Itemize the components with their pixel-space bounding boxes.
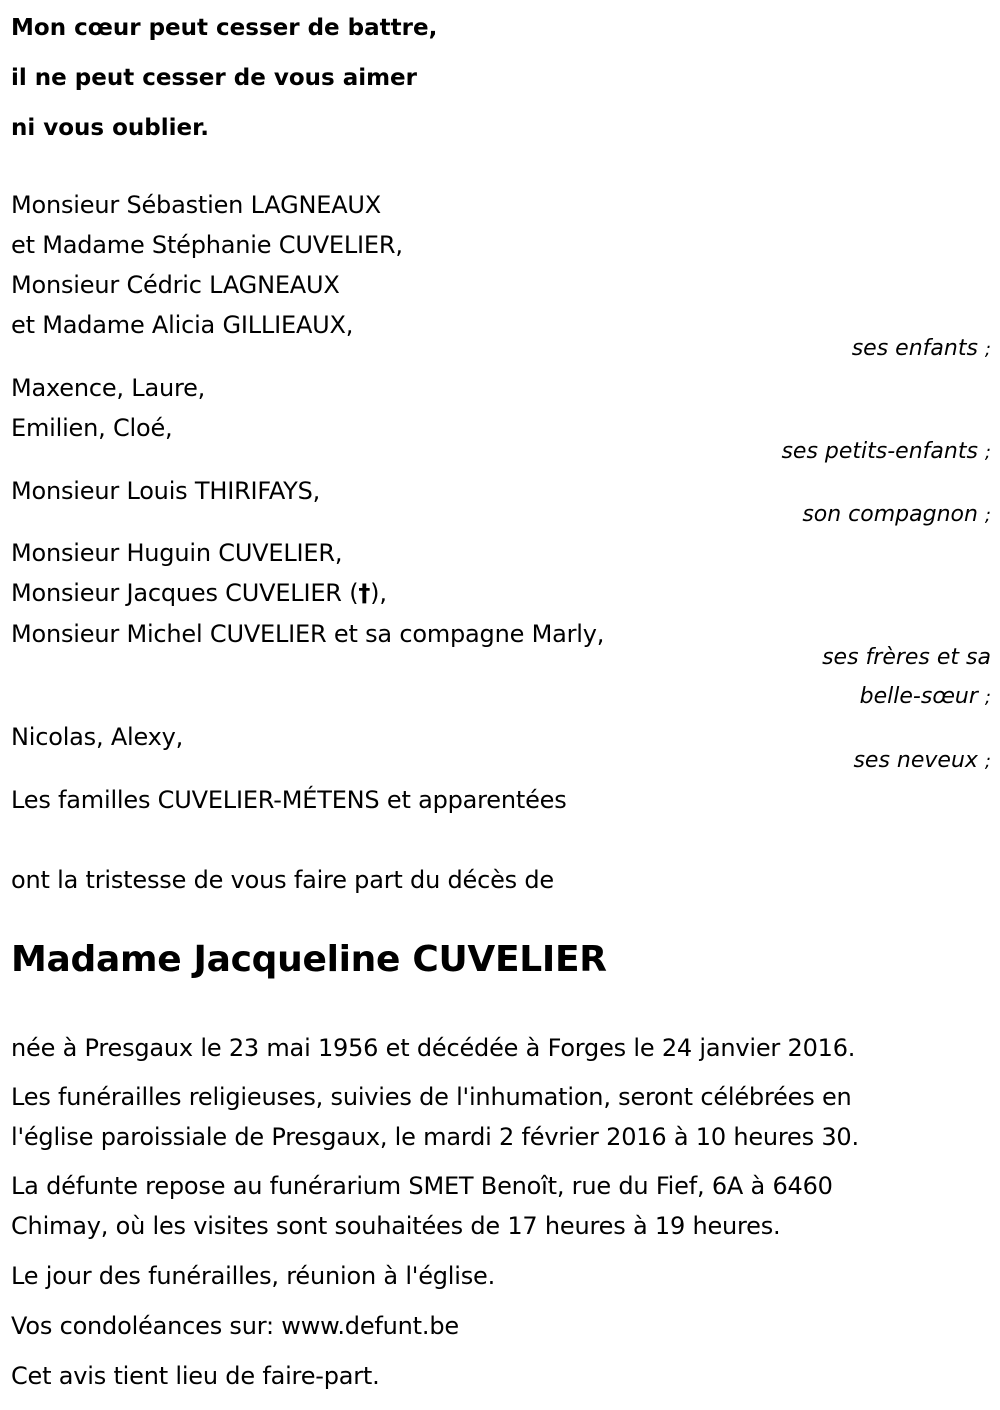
children-role-label: ses enfants <box>851 336 978 361</box>
siblings-line-2-text: Monsieur Jacques CUVELIER ( <box>11 579 359 607</box>
deceased-name: Madame Jacqueline CUVELIER <box>11 939 607 980</box>
siblings-line-1: Monsieur Huguin CUVELIER, <box>11 539 343 567</box>
nephews-line-1: Nicolas, Alexy, <box>11 723 184 751</box>
siblings-role-line-2 <box>860 683 991 712</box>
cross-icon: † <box>358 579 371 607</box>
nephews-role-label: ses neveux <box>853 748 978 773</box>
poem-line-3: ni vous oublier. <box>11 115 209 141</box>
siblings-line-2-suffix: ), <box>370 579 387 607</box>
meeting-line: Le jour des funérailles, réunion à l'église. <box>11 1262 496 1290</box>
grandchildren-line-2: Emilien, Cloé, <box>11 414 173 442</box>
birth-death-line: née à Presgaux le 23 mai 1956 et décédée à Forges le 24 janvier 2016. <box>11 1034 856 1062</box>
funeral-line-1: Les funérailles religieuses, suivies de l'inhumation, seront célébrées en <box>11 1083 852 1111</box>
poem-line-2: il ne peut cesser de vous aimer <box>11 65 418 91</box>
children-line-2: et Madame Stéphanie CUVELIER, <box>11 231 403 259</box>
siblings-line-3: Monsieur Michel CUVELIER et sa compagne Marly, <box>11 620 605 648</box>
siblings-role-label: belle-sœur <box>859 684 978 709</box>
announcement-line: ont la tristesse de vous faire part du décès de <box>11 866 554 894</box>
grandchildren-line-1: Maxence, Laure, <box>11 374 206 402</box>
siblings-role-punct: ; <box>984 687 991 708</box>
grandchildren-role-label: ses petits-enfants <box>781 439 978 464</box>
companion-role-punct: ; <box>984 505 991 526</box>
siblings-line-2 <box>11 578 387 608</box>
grandchildren-role <box>781 438 991 467</box>
condolences-line: Vos condoléances sur: www.defunt.be <box>11 1312 459 1340</box>
families-line: Les familles CUVELIER-MÉTENS et apparentées <box>11 786 567 814</box>
notice-line: Cet avis tient lieu de faire-part. <box>11 1362 380 1390</box>
children-role <box>852 335 991 364</box>
nephews-role-punct: ; <box>984 751 991 772</box>
poem-line-1: Mon cœur peut cesser de battre, <box>11 15 438 41</box>
funeral-line-2: l'église paroissiale de Presgaux, le mardi 2 février 2016 à 10 heures 30. <box>11 1123 859 1151</box>
companion-role-label: son compagnon <box>802 502 978 527</box>
children-role-punct: ; <box>984 339 991 360</box>
siblings-role-line-1: ses frères et sa <box>822 645 991 670</box>
companion-line-1: Monsieur Louis THIRIFAYS, <box>11 477 321 505</box>
rest-line-1: La défunte repose au funérarium SMET Benoît, rue du Fief, 6A à 6460 <box>11 1172 833 1200</box>
nephews-role <box>853 747 991 776</box>
companion-role <box>802 501 991 530</box>
children-line-3: Monsieur Cédric LAGNEAUX <box>11 271 340 299</box>
children-line-4: et Madame Alicia GILLIEAUX, <box>11 311 354 339</box>
children-line-1: Monsieur Sébastien LAGNEAUX <box>11 191 382 219</box>
rest-line-2: Chimay, où les visites sont souhaitées de 17 heures à 19 heures. <box>11 1212 781 1240</box>
grandchildren-role-punct: ; <box>984 442 991 463</box>
